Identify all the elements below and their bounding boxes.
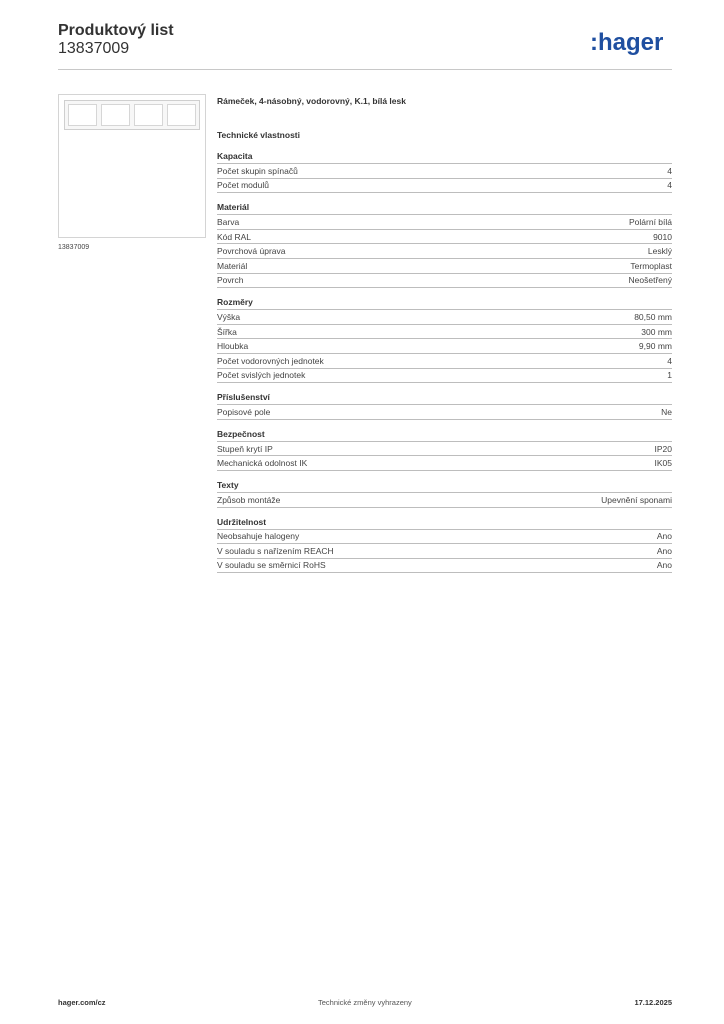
hager-logo xyxy=(590,28,676,58)
property-label: Počet svislých jednotek xyxy=(217,370,306,381)
header-divider xyxy=(58,69,672,70)
property-label: Barva xyxy=(217,216,240,227)
property-label: Stupeň krytí IP xyxy=(217,443,273,454)
group-title: Rozměry xyxy=(217,297,672,310)
property-group xyxy=(217,480,672,508)
property-label: V souladu s nařízením REACH xyxy=(217,545,334,556)
product-image xyxy=(58,94,206,238)
property-row xyxy=(217,274,672,289)
property-value: 9010 xyxy=(653,231,672,242)
property-row xyxy=(217,442,672,457)
property-label: Neobsahuje halogeny xyxy=(217,531,300,542)
footer-date: 17.12.2025 xyxy=(634,998,672,1007)
property-group xyxy=(217,202,672,288)
property-value: 80,50 mm xyxy=(634,311,672,322)
page-title: Produktový list xyxy=(58,22,174,39)
property-value: Termoplast xyxy=(630,260,672,271)
property-row xyxy=(217,310,672,325)
property-row xyxy=(217,493,672,508)
property-label: Popisové pole xyxy=(217,406,271,417)
footer-website[interactable]: hager.com/cz xyxy=(58,998,106,1007)
property-value: Ano xyxy=(656,545,672,556)
property-value: Polární bílá xyxy=(629,216,672,227)
property-value: 300 mm xyxy=(641,326,672,337)
property-value: 4 xyxy=(667,165,672,176)
property-row xyxy=(217,230,672,245)
property-label: V souladu se směrnicí RoHS xyxy=(217,560,326,571)
property-label: Povrchová úprava xyxy=(217,246,286,257)
property-value: 1 xyxy=(667,370,672,381)
property-label: Materiál xyxy=(217,260,248,271)
frame-opening xyxy=(167,104,196,126)
property-row xyxy=(217,456,672,471)
property-value: IK05 xyxy=(654,458,672,469)
property-group xyxy=(217,297,672,383)
property-group xyxy=(217,392,672,420)
group-title: Příslušenství xyxy=(217,392,672,405)
property-row xyxy=(217,559,672,574)
property-row xyxy=(217,544,672,559)
property-label: Hloubka xyxy=(217,341,249,352)
property-value: Upevnění sponami xyxy=(601,494,672,505)
property-group xyxy=(217,517,672,574)
footer-note: Technické změny vyhrazeny xyxy=(318,998,412,1007)
property-label: Počet modulů xyxy=(217,180,269,191)
property-value: IP20 xyxy=(654,443,672,454)
property-group xyxy=(217,151,672,193)
property-row xyxy=(217,325,672,340)
svg-text::hager: :hager xyxy=(590,29,664,56)
property-row xyxy=(217,405,672,420)
property-value: Lesklý xyxy=(647,246,672,257)
product-details xyxy=(217,96,672,573)
property-row xyxy=(217,369,672,384)
property-row xyxy=(217,179,672,194)
property-label: Kód RAL xyxy=(217,231,252,242)
property-row xyxy=(217,354,672,369)
property-row xyxy=(217,164,672,179)
property-value: 4 xyxy=(667,355,672,366)
group-title: Udržitelnost xyxy=(217,517,672,530)
property-value: Ne xyxy=(661,406,672,417)
product-number: 13837009 xyxy=(58,40,130,57)
property-label: Šířka xyxy=(217,326,237,337)
group-title: Materiál xyxy=(217,202,672,215)
group-title: Kapacita xyxy=(217,151,672,164)
property-value: Ano xyxy=(656,560,672,571)
property-row xyxy=(217,339,672,354)
property-value: 9,90 mm xyxy=(638,341,672,352)
property-groups xyxy=(217,151,672,573)
section-title: Technické vlastnosti xyxy=(217,130,300,140)
property-label: Počet vodorovných jednotek xyxy=(217,355,324,366)
frame-opening xyxy=(134,104,163,126)
group-title: Texty xyxy=(217,480,672,493)
property-group xyxy=(217,429,672,471)
property-row xyxy=(217,259,672,274)
image-caption: 13837009 xyxy=(58,244,90,251)
property-label: Způsob montáže xyxy=(217,494,281,505)
property-label: Počet skupin spínačů xyxy=(217,165,298,176)
product-name: Rámeček, 4-násobný, vodorovný, K.1, bílá lesk xyxy=(217,96,406,106)
group-title: Bezpečnost xyxy=(217,429,672,442)
property-row xyxy=(217,244,672,259)
property-label: Povrch xyxy=(217,275,244,286)
property-value: 4 xyxy=(667,180,672,191)
property-label: Výška xyxy=(217,311,241,322)
frame-opening xyxy=(101,104,130,126)
page-header xyxy=(58,22,174,58)
property-row xyxy=(217,530,672,545)
property-value: Neošetřený xyxy=(628,275,672,286)
property-label: Mechanická odolnost IK xyxy=(217,458,308,469)
property-row xyxy=(217,215,672,230)
property-value: Ano xyxy=(656,531,672,542)
frame-opening xyxy=(68,104,97,126)
frame-illustration xyxy=(64,100,200,130)
